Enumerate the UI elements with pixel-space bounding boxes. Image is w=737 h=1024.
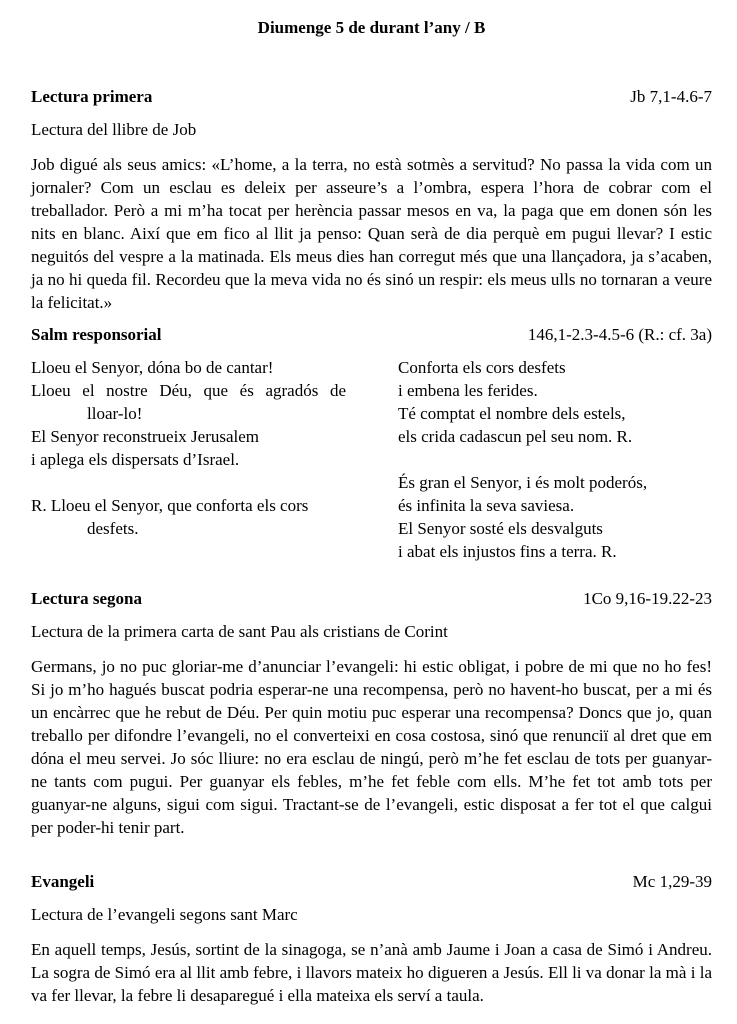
psalm-line: i abat els injustos fins a terra. R. [398, 542, 617, 561]
gospel-intro: Lectura de l’evangeli segons sant Marc [31, 905, 298, 924]
psalm-left-column [31, 356, 371, 563]
gospel-header [31, 870, 712, 893]
psalm-reference: 146,1-2.3-4.5-6 (R.: cf. 3a) [527, 325, 712, 344]
second-reading-intro: Lectura de la primera carta de sant Pau als cristians de Corint [31, 622, 448, 641]
gospel-reference: Mc 1,29-39 [632, 872, 712, 891]
second-reading-title: Lectura segona [31, 589, 142, 608]
psalm-line: Lloeu el Senyor, dóna bo de cantar! [31, 358, 274, 377]
first-reading-reference: Jb 7,1-4.6-7 [630, 87, 712, 106]
psalm-line: El Senyor sosté els desvalguts [398, 519, 603, 538]
second-reading-reference: 1Co 9,16-19.22-23 [583, 589, 712, 608]
first-reading-intro: Lectura del llibre de Job [31, 120, 197, 139]
gospel-text: En aquell temps, Jesús, sortint de la sinagoga, se n’anà amb Jaume i Joan a casa de Simó i Andreu. La sogra de Simó era al llit amb febre, i llavors mateix ho digueren a Jesús. Ell li va donar la mà i la va fer llevar, la febre li desaparegué i ella mateixa els serví a taula. [31, 940, 712, 1005]
psalm-response: R. Lloeu el Senyor, que conforta els cors [31, 496, 309, 515]
psalm-line: Conforta els cors desfets [398, 358, 566, 377]
psalm-header [31, 323, 712, 346]
first-reading-title: Lectura primera [31, 87, 153, 106]
second-reading-text: Germans, jo no puc gloriar-me d’anunciar l’evangeli: hi estic obligat, i pobre de mi que no ho fes! Si jo m’ho hagués buscat podria esperar-ne una recompensa, però no havent-ho buscat, per a mi és un encàrrec que he rebut de Déu. Per quin motiu puc esperar una recompensa? Doncs que jo, quan treballo per difondre l’evangeli, no el converteixi en cosa costosa, sinó que renunciï al dret que em dóna el meu servei. Jo sóc lliure: no era esclau de ningú, però m’he fet esclau de tots per guanyar-ne tants com pugui. Per guanyar els febles, m’he fet feble com ells. M’he fet tot amb tots per guanyar-ne alguns, sigui com sigui. Tractant-se de l’evangeli, estic disposat a fer tot el que calgui per poder-hi tenir part. [31, 657, 712, 837]
psalm-right-column [398, 356, 712, 563]
document-title: Diumenge 5 de durant l’any / B [257, 18, 486, 37]
psalm-verses [31, 356, 712, 563]
second-reading-header [31, 587, 712, 610]
psalm-response-cont: desfets. [87, 519, 139, 538]
psalm-line: El Senyor reconstrueix Jerusalem [31, 427, 260, 446]
gospel-title: Evangeli [31, 872, 95, 891]
psalm-line: i embena les ferides. [398, 381, 538, 400]
psalm-line: lloar-lo! [87, 404, 143, 423]
psalm-line: És gran el Senyor, i és molt poderós, [398, 473, 648, 492]
psalm-line: els crida cadascun pel seu nom. R. [398, 427, 633, 446]
first-reading-text: Job digué als seus amics: «L’home, a la terra, no està sotmès a servitud? No passa la vida com un jornaler? Com un esclau es deleix per asseure’s a l’ombra, espera l’hora de cobrar com el treballador. Però a mi m’ha tocat per herència passar mesos en va, la paga que em donen són les nits en blanc. Així que em fico al llit ja penso: Quan serà de dia perquè em pugui llevar? I estic neguitós del vespre a la matinada. Els meus dies han corregut més que una llançadora, ja s’acaben, ja no hi queda fil. Recordeu que la meva vida no és sinó un respir: els meus ulls no tornaran a veure la felicitat.» [31, 155, 712, 312]
psalm-title: Salm responsorial [31, 325, 162, 344]
psalm-line: Lloeu el nostre Déu, que és agradós de [31, 381, 346, 400]
first-reading-header [31, 85, 712, 108]
psalm-line: és infinita la seva saviesa. [398, 496, 575, 515]
psalm-line: Té comptat el nombre dels estels, [398, 404, 626, 423]
psalm-line: i aplega els dispersats d’Israel. [31, 450, 240, 469]
